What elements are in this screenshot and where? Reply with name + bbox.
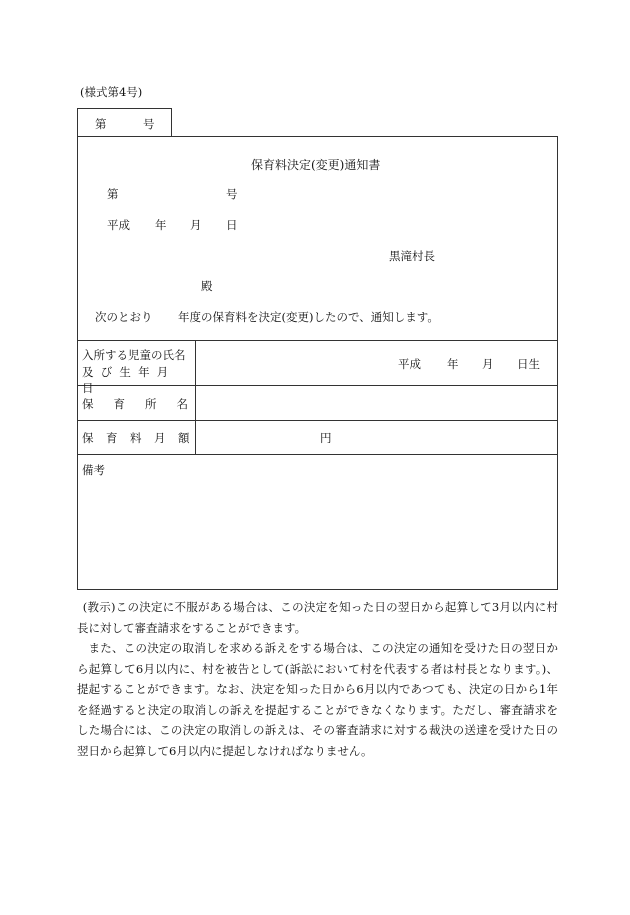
row2-bottom-line [77,420,558,421]
number-box-dai: 第 [95,117,107,131]
child-name-label-line1: 入所する児童の氏名 [82,348,186,362]
doc-number-go: 号 [226,187,238,201]
document-title: 保育料決定(変更)通知書 [251,158,381,172]
child-birth-label-text: 及び生年月日 [82,365,176,395]
form-label: (様式第4号) [80,85,143,99]
date-era: 平成 [107,218,130,232]
appeal-notice-p2: また、この決定の取消しを求める訴えをする場合は、この決定の通知を受けた日の翌日から起算して6月以内に、村を被告として(訴訟において村を代表する者は村長となります。)、提起することができます。なお、決定を知った日から6月以内であつても、決定の日から1年を経過すると決定の取消しの訴えを提起することができなくなります。ただし、審査請求をした場合には、この決定の取消しの訴えは、その審査請求に対する裁決の送達を受けた日の翌日から起算して6月以内に提起しなければなりません。 [77,641,558,758]
number-box [77,108,172,137]
birth-year: 年 [447,357,459,371]
number-box-go: 号 [143,117,155,131]
table-top-line [77,340,558,341]
monthly-fee-label: 保育料月額 [82,431,202,445]
birth-era: 平成 [398,357,421,371]
issuer: 黒滝村長 [389,249,435,263]
date-month: 月 [190,218,202,232]
row3-bottom-line [77,454,558,455]
intro-prefix: 次のとおり [95,310,153,324]
date-day: 日 [226,218,238,232]
recipient-suffix: 殿 [201,279,213,293]
intro-suffix: 年度の保育料を決定(変更)したので、通知します。 [178,310,439,324]
remarks-label: 備考 [82,463,105,477]
appeal-notice-p1: (教示)この決定に不服がある場合は、この決定を知った日の翌日から起算して3月以内に村長に対して審査請求をすることができます。 [77,600,558,635]
birth-day-suffix: 日生 [517,357,540,371]
nursery-name-label: 保育所名 [82,397,208,411]
doc-number-dai: 第 [107,187,119,201]
child-birth-label-line2 [82,364,189,396]
monthly-fee-unit: 円 [320,431,332,445]
date-year: 年 [155,218,167,232]
appeal-notice [77,597,558,761]
birth-month: 月 [482,357,494,371]
